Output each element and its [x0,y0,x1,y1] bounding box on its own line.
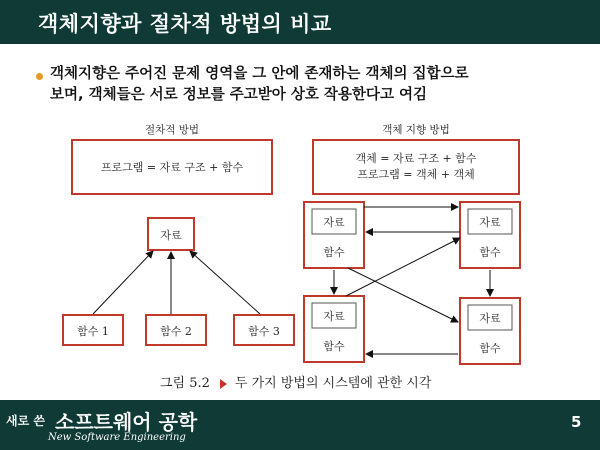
arrow-func1-to-data [93,251,153,314]
footer-subtitle: New Software Engineering [48,432,186,443]
object-4-func-label: 함수 [479,342,501,355]
arrow-func3-to-data [190,251,260,314]
oo-formula-line-2: 프로그램 = 객체 + 객체 [357,168,475,181]
figure-caption-text: 두 가지 방법의 시스템에 관한 시각 [234,376,432,391]
object-1-data-label: 자료 [323,216,345,229]
object-3-func-label: 함수 [323,340,345,353]
object-1-func-label: 함수 [323,246,345,259]
oo-formula-box [313,140,519,194]
page-number: 5 [571,413,582,431]
bullet-line-2: 보며, 객체들은 서로 정보를 주고받아 상호 작용한다고 여김 [50,87,428,103]
procedural-heading: 절차적 방법 [144,124,200,136]
oo-formula-line-1: 객체 = 자료 구조 + 함수 [355,152,477,165]
footer-book-title: 소프트웨어 공학 [55,410,198,434]
caption-arrow-icon [220,379,227,389]
procedural-data-label: 자료 [160,229,182,242]
figure-number: 그림 5.2 [160,376,210,391]
bullet-line-1: 객체지향은 주어진 문제 영역을 그 안에 존재하는 객체의 집합으로 [50,66,469,82]
procedural-formula: 프로그램 = 자료 구조 + 함수 [100,161,244,174]
object-3-data-label: 자료 [323,310,345,323]
slide-title: 객체지향과 절차적 방법의 비교 [38,12,332,36]
function-label-2: 함수 2 [160,325,192,338]
figure-caption [160,372,431,391]
object-2-data-label: 자료 [479,216,501,229]
function-label-3: 함수 3 [248,325,280,338]
object-2-func-label: 함수 [479,246,501,259]
footer-small-label: 새로 쓴 [6,414,45,428]
object-4-data-label: 자료 [479,312,501,325]
oo-heading: 객체 지향 방법 [382,124,450,136]
function-label-1: 함수 1 [77,325,109,338]
